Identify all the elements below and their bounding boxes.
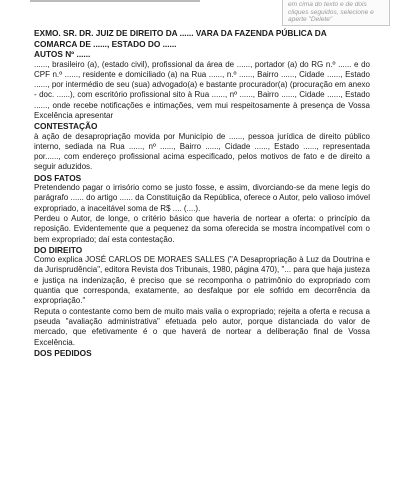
direito-paragraph-2: Reputa o contestante como bem de muito mais valia o expropriado; rejeita a oferta e recusa a pseuda "avaliação administrativa" efetuada pelo autor, porque distanciada do valor de mercado, que efetivamente é o que haverá de nortear a deliberação final de Vossa Excelência. bbox=[34, 306, 370, 347]
direito-paragraph-1: Como explica JOSÉ CARLOS DE MORAES SALLES ("A Desapropriação à Luz da Doutrina e da Jurisprudência", editora Revista dos Tribunais, 1980, página 470), "... para que haja justeza e justiça na indenização, é preciso que se recomponha o patrimônio do expropriado com quantia que corresponda, exatamente, ao desfalque por ele sofrido em decorrência da expropriação." bbox=[34, 255, 370, 306]
intro-paragraph: ......, brasileiro (a), (estado civil), profissional da área de ......, portador (a) do RG n.º ...... e do CPF n.º ......, residente e domiciliado (a) na Rua ......, n.º ......, Bairro ......, Cidade ......, Estado ......, por intermédio de seu (sua) advogado(a) e bastante procurador(a) (procuração em anexo - doc. ......), com escritório profissional sito à Rua ......, nº ......, Bairro ......, Cidade ......, Estado ......, onde recebe notificações e intimações, vem mui respeitosamente à presença de Vossa Excelência apresentar bbox=[34, 59, 370, 120]
section-title-fatos: DOS FATOS bbox=[34, 172, 82, 183]
cropped-top-text bbox=[30, 0, 200, 2]
instruction-hint-box: em cima do texto e de dois cliques seguidos, selecione e aperte "Delete" bbox=[282, 0, 390, 26]
section-title-contestacao: CONTESTAÇÃO bbox=[34, 121, 98, 132]
case-number: AUTOS Nº ...... bbox=[34, 49, 91, 59]
contestacao-paragraph: à ação de desapropriação movida por Município de ......, pessoa jurídica de direito público interno, sediada na Rua ......, nº ......, Bairro ......, Cidade ......, Estado ......, representada por......, com endereço profissional acima especificado, pelos motivos de fato e de direito a seguir aduzidos. bbox=[34, 131, 370, 172]
court-addressing-header: EXMO. SR. DR. JUIZ DE DIREITO DA ...... VARA DA FAZENDA PÚBLICA DA COMARCA DE ......, ESTADO DO ...... bbox=[34, 28, 327, 49]
fatos-paragraph-1: Pretendendo pagar o irrisório como se justo fosse, e assim, divorciando-se da mene legis do parágrafo ...... do artigo ...... da Constituição da República, oferece o Autor, pelo valioso imóvel expropriado, a inaceitável soma de R$ .... (....). bbox=[34, 183, 370, 213]
section-title-direito: DO DIREITO bbox=[34, 244, 83, 255]
section-title-pedidos: DOS PEDIDOS bbox=[34, 347, 92, 358]
document-body bbox=[34, 28, 370, 358]
fatos-paragraph-2: Perdeu o Autor, de longe, o critério básico que haveria de nortear a oferta: o princípio da reposição. Evidentemente que a pequenez da soma oferecida se mostra incompatível com o bem expropriado; daí esta contestação. bbox=[34, 213, 370, 244]
